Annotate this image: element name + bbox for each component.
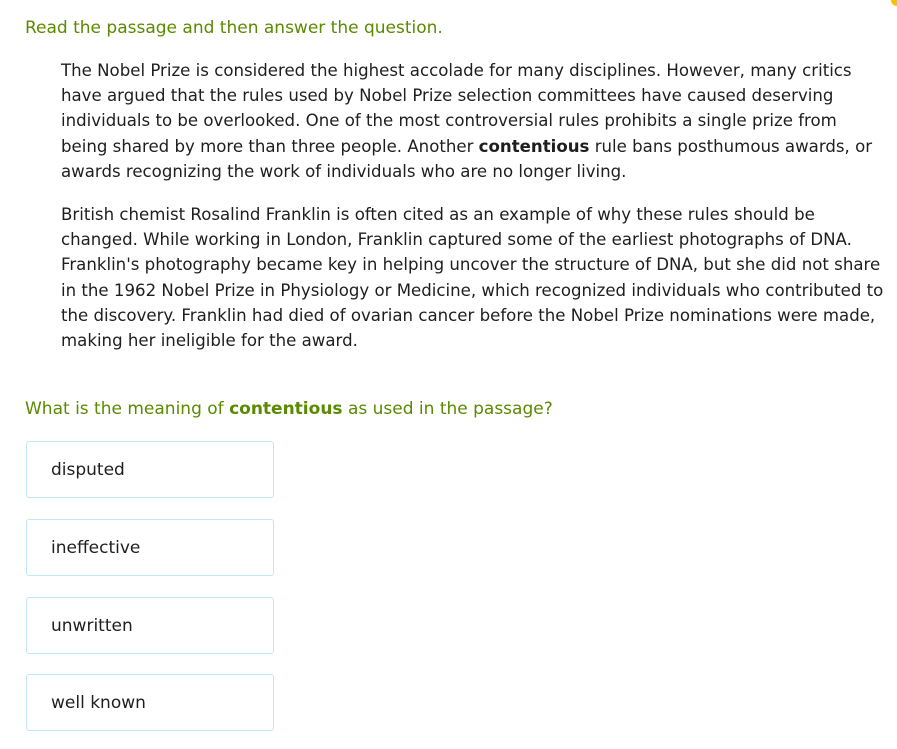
instruction-text: Read the passage and then answer the question. <box>25 18 443 38</box>
question-highlight-word: contentious <box>229 399 343 419</box>
reading-passage <box>61 58 886 371</box>
answer-choice-unwritten[interactable]: unwritten <box>26 597 274 654</box>
passage-paragraph-2: British chemist Rosalind Franklin is often cited as an example of why these rules should be changed. While working in London, Franklin captured some of the earliest photographs of DNA. Franklin's photography became key in helping uncover the structure of DNA, but she did not share in the 1962 Nobel Prize in Physiology or Medicine, which recognized individuals who contributed to the discovery. Franklin had died of ovarian cancer before the Nobel Prize nominations were made, making her ineligible for the award. <box>61 205 884 351</box>
answer-choice-ineffective[interactable]: ineffective <box>26 519 274 576</box>
passage-p1-after: rule bans posthumous awards, or awards recognizing the work of individuals who are no longer living. <box>61 136 873 181</box>
passage-paragraph-1 <box>61 58 886 184</box>
question-before: What is the meaning of <box>25 399 230 419</box>
passage-p1-before: The Nobel Prize is considered the highest accolade for many disciplines. However, many critics have argued that the rules used by Nobel Prize selection committees have caused deserving individuals to be overlooked. One of the most controversial rules prohibits a single prize from being shared by more than three people. Another <box>61 61 852 156</box>
answer-choice-well-known[interactable]: well known <box>26 674 274 731</box>
answer-choice-disputed[interactable]: disputed <box>26 441 274 498</box>
question-prompt <box>25 397 553 421</box>
passage-highlight-word: contentious <box>478 136 590 156</box>
corner-indicator <box>891 0 897 6</box>
question-after: as used in the passage? <box>342 399 553 419</box>
